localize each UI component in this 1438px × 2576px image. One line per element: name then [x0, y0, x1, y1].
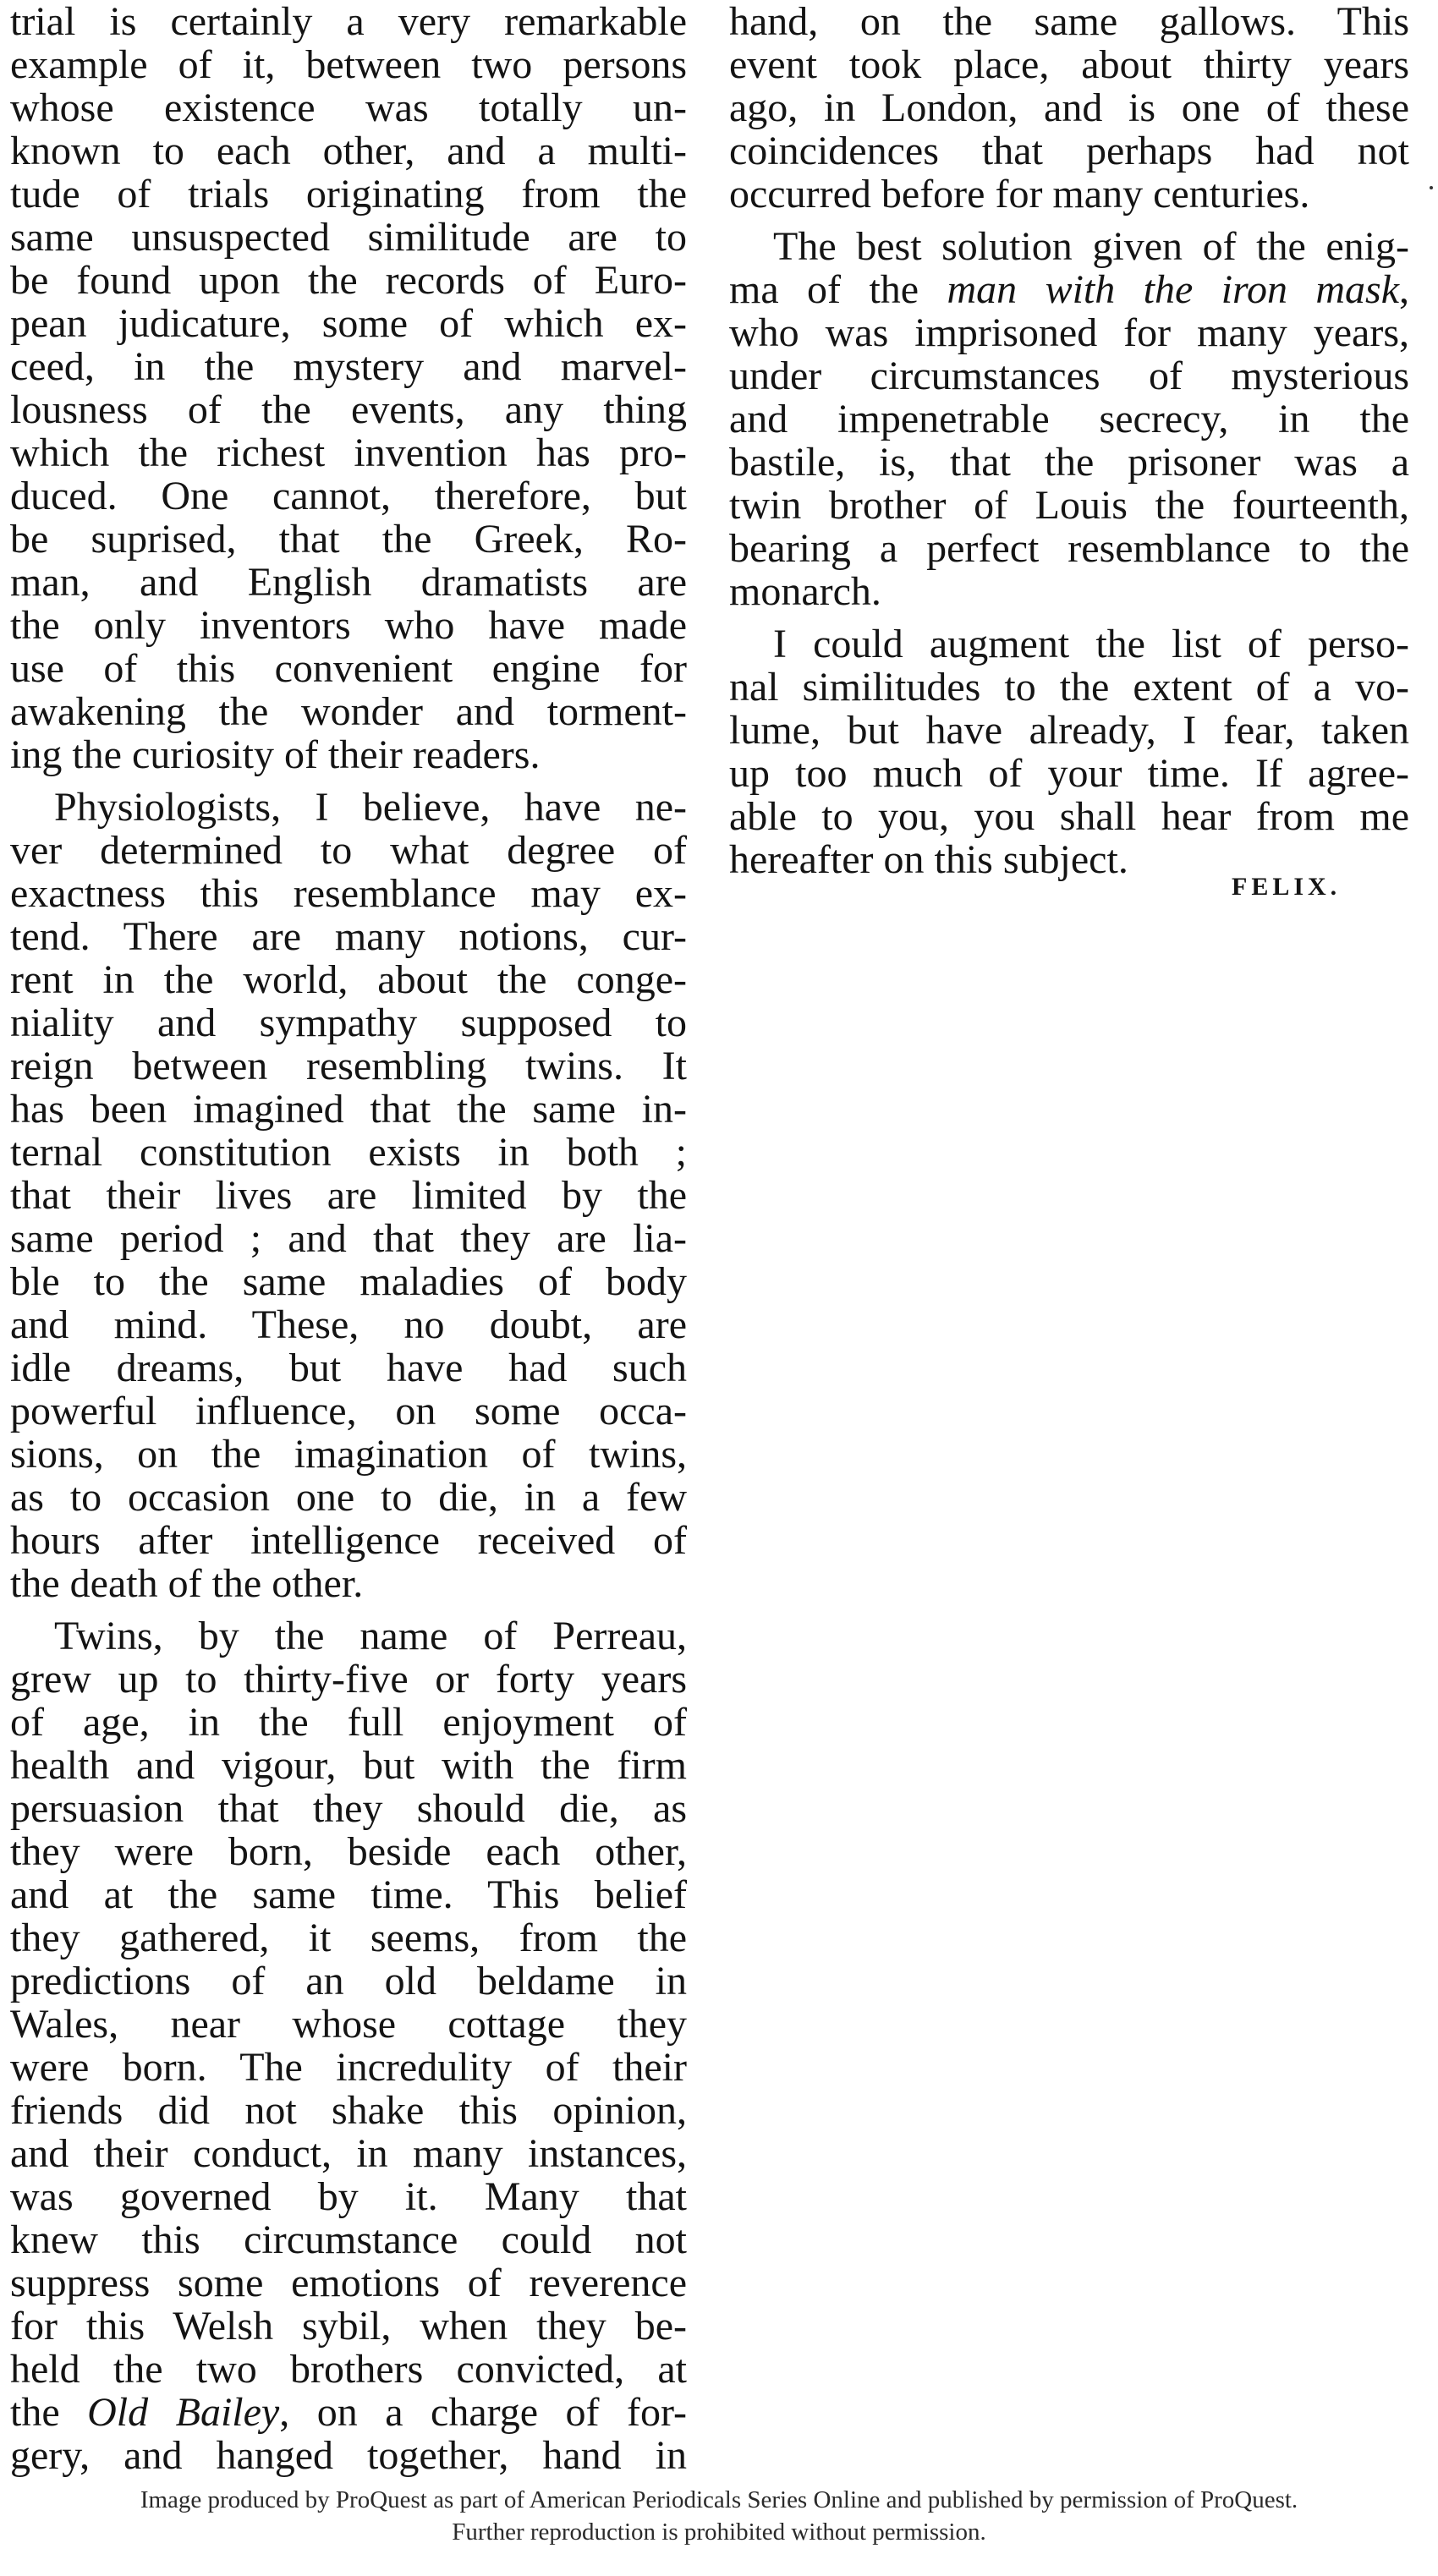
- text-line: that their lives are limited by the: [10, 1173, 687, 1218]
- text-fragment: the: [10, 2390, 88, 2435]
- text-line: predictions of an old beldame in: [10, 1959, 687, 2003]
- paragraph-physiologists: [10, 786, 687, 1605]
- text-line: they were born, beside each other,: [10, 1829, 687, 1874]
- text-line: trial is certainly a very remarkable: [10, 0, 687, 44]
- left-column: [10, 0, 687, 2477]
- text-line: held the two brothers convicted, at: [10, 2347, 687, 2392]
- paragraph-iron-mask: [729, 225, 1409, 613]
- text-line: the death of the other.: [10, 1561, 364, 1606]
- text-line: I could augment the list of perso-: [773, 622, 1409, 666]
- text-line: twin brother of Louis the fourteenth,: [729, 483, 1409, 528]
- text-line: of age, in the full enjoyment of: [10, 1700, 687, 1745]
- text-line: pean judicature, some of which ex-: [10, 301, 687, 346]
- text-line: for this Welsh sybil, when they be-: [10, 2304, 687, 2349]
- text-line: ago, in London, and is one of these: [729, 85, 1409, 130]
- text-line: which the richest invention has pro-: [10, 430, 687, 475]
- text-line: be found upon the records of Euro-: [10, 258, 687, 303]
- text-line: example of it, between two persons: [10, 42, 687, 87]
- text-line-iron-mask: [729, 268, 1409, 311]
- text-line: they gathered, it seems, from the: [10, 1916, 687, 1960]
- text-line: sions, on the imagination of twins,: [10, 1432, 687, 1477]
- right-column: [729, 0, 1409, 881]
- text-line: idle dreams, but have had such: [10, 1346, 687, 1390]
- text-line: who was imprisoned for many years,: [729, 310, 1409, 355]
- text-line: nal similitudes to the extent of a vo-: [729, 665, 1409, 710]
- text-line: suppress some emotions of reverence: [10, 2261, 687, 2305]
- scan-speck: [1430, 186, 1433, 189]
- text-line: Twins, by the name of Perreau,: [54, 1614, 687, 1658]
- paragraph-gallows: [729, 0, 1409, 216]
- text-line: and at the same time. This belief: [10, 1872, 687, 1917]
- footer-copyright-line: Image produced by ProQuest as part of American Periodicals Series Online and published by permission of ProQuest.: [140, 2486, 1298, 2513]
- author-signature: FELIX.: [1232, 873, 1342, 901]
- text-line: The best solution given of the enig-: [773, 224, 1409, 269]
- text-line: hand, on the same gallows. This: [729, 0, 1409, 44]
- text-line: powerful influence, on some occa-: [10, 1389, 687, 1433]
- text-line: known to each other, and a multi-: [10, 129, 687, 173]
- text-line: was governed by it. Many that: [10, 2174, 687, 2219]
- text-line: duced. One cannot, therefore, but: [10, 474, 687, 518]
- text-line: hours after intelligence received of: [10, 1518, 687, 1563]
- text-line: be suprised, that the Greek, Ro-: [10, 517, 687, 562]
- text-line: occurred before for many centuries.: [729, 172, 1310, 216]
- text-line: and impenetrable secrecy, in the: [729, 397, 1409, 441]
- text-line: coincidences that perhaps had not: [729, 129, 1409, 173]
- footer-reproduction-notice: Further reproduction is prohibited without permission.: [452, 2518, 986, 2546]
- text-fragment: ma of the: [729, 267, 947, 312]
- text-line: lousness of the events, any thing: [10, 387, 687, 432]
- text-line: lume, but have already, I fear, taken: [729, 708, 1409, 753]
- text-line: rent in the world, about the conge-: [10, 957, 687, 1002]
- text-line: bastile, is, that the prisoner was a: [729, 440, 1409, 485]
- text-line: reign between resembling twins. It: [10, 1044, 687, 1088]
- text-line: man, and English dramatists are: [10, 560, 687, 605]
- text-line: use of this convenient engine for: [10, 646, 687, 691]
- text-line: tude of trials originating from the: [10, 172, 687, 216]
- text-line: were born. The incredulity of their: [10, 2045, 687, 2090]
- text-line: event took place, about thirty years: [729, 42, 1409, 87]
- text-line: under circumstances of mysterious: [729, 354, 1409, 398]
- paragraph-curiosity: [10, 0, 687, 776]
- text-line: ing the curiosity of their readers.: [10, 732, 541, 777]
- text-line: ternal constitution exists in both ;: [10, 1130, 687, 1175]
- text-line: has been imagined that the same in-: [10, 1087, 687, 1132]
- text-fragment: , on a charge of for-: [279, 2390, 688, 2435]
- text-line: able to you, you shall hear from me: [729, 794, 1409, 839]
- text-line: grew up to thirty-five or forty years: [10, 1657, 687, 1702]
- text-line: same unsuspected similitude are to: [10, 215, 687, 260]
- italic-old-bailey: Old Bailey: [87, 2390, 280, 2435]
- paragraph-conclusion: [729, 622, 1409, 881]
- text-line: friends did not shake this opinion,: [10, 2088, 687, 2133]
- text-line: niality and sympathy supposed to: [10, 1000, 687, 1045]
- text-line: exactness this resemblance may ex-: [10, 871, 687, 916]
- text-line: the only inventors who have made: [10, 603, 687, 648]
- text-line: Wales, near whose cottage they: [10, 2002, 687, 2047]
- text-line: tend. There are many notions, cur-: [10, 914, 687, 959]
- text-line: hereafter on this subject.: [729, 837, 1128, 882]
- italic-iron-mask: man with the iron mask: [947, 267, 1400, 312]
- text-line: same period ; and that they are lia-: [10, 1216, 687, 1261]
- text-line: ceed, in the mystery and marvel-: [10, 344, 687, 389]
- text-line: ble to the same maladies of body: [10, 1259, 687, 1304]
- text-line: and mind. These, no doubt, are: [10, 1302, 687, 1347]
- text-line: awakening the wonder and torment-: [10, 689, 687, 734]
- paragraph-perreau-twins: [10, 1614, 687, 2477]
- text-line: health and vigour, but with the firm: [10, 1743, 687, 1788]
- text-line: ver determined to what degree of: [10, 828, 687, 873]
- text-line: as to occasion one to die, in a few: [10, 1475, 687, 1520]
- text-line: bearing a perfect resemblance to the: [729, 526, 1409, 571]
- text-line: whose existence was totally un-: [10, 85, 687, 130]
- text-line: Physiologists, I believe, have ne-: [54, 785, 687, 830]
- text-fragment: ,: [1399, 267, 1410, 312]
- text-line: and their conduct, in many instances,: [10, 2131, 687, 2176]
- text-line-old-bailey: [10, 2391, 687, 2434]
- text-line: gery, and hanged together, hand in: [10, 2433, 687, 2478]
- text-line: monarch.: [729, 569, 881, 614]
- text-line: persuasion that they should die, as: [10, 1786, 687, 1831]
- text-line: up too much of your time. If agree-: [729, 751, 1409, 796]
- text-line: knew this circumstance could not: [10, 2217, 687, 2262]
